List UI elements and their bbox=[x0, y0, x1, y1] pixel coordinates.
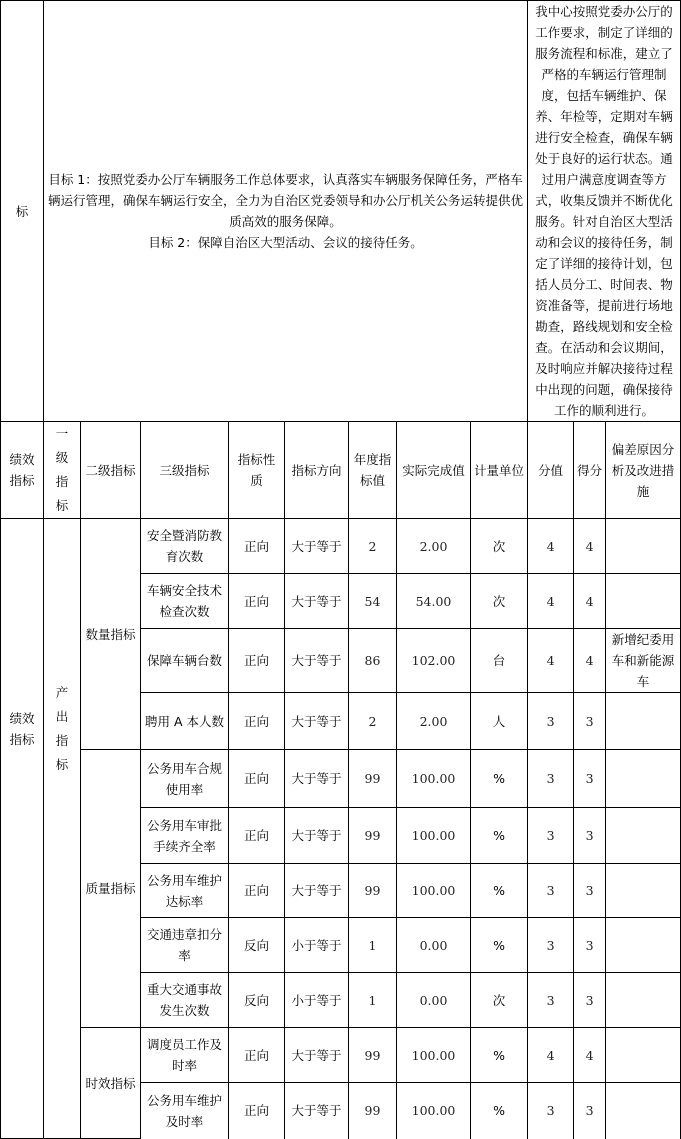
performance-group: 绩效指标 bbox=[1, 519, 44, 1139]
goal-1: 目标 1：按照党委办公厅车辆服务工作总体要求，认真落实车辆服务保障任务，严格车辆运行管理，确保车辆运行安全，全力为自治区党委领导和办公厅机关公务运转提供优质高效的服务保障。 bbox=[48, 172, 524, 229]
header-nature: 指标性质 bbox=[229, 422, 285, 519]
indicator-nature: 正向 bbox=[229, 629, 285, 693]
level2-group-timeliness: 时效指标 bbox=[81, 1028, 141, 1139]
deviation-note bbox=[606, 1083, 681, 1139]
indicator-direction: 小于等于 bbox=[285, 973, 349, 1028]
annual-target: 1 bbox=[349, 973, 397, 1028]
actual-value: 0.00 bbox=[397, 918, 471, 973]
header-row bbox=[1, 422, 681, 519]
indicator-direction: 大于等于 bbox=[285, 808, 349, 864]
table-row bbox=[1, 519, 681, 574]
annual-target: 99 bbox=[349, 750, 397, 808]
indicator-nature: 正向 bbox=[229, 574, 285, 629]
score-value: 3 bbox=[528, 808, 574, 864]
header-actual: 实际完成值 bbox=[397, 422, 471, 519]
actual-value: 0.00 bbox=[397, 973, 471, 1028]
actual-value: 100.00 bbox=[397, 808, 471, 864]
indicator-direction: 大于等于 bbox=[285, 750, 349, 808]
score-value: 3 bbox=[528, 750, 574, 808]
deviation-note bbox=[606, 693, 681, 750]
indicator-nature: 正向 bbox=[229, 693, 285, 750]
completion-description: 我中心按照党委办公厅的工作要求，制定了详细的服务流程和标准，建立了严格的车辆运行管理制度，包括车辆维护、保养、年检等，定期对车辆进行安全检查，确保车辆处于良好的运行状态。通过用户满意度调查等方式，收集反馈并不断优化服务。针对自治区大型活动和会议的接待任务，制定了详细的接待计划，包括人员分工、时间表、物资准备等，提前进行场地勘查，路线规划和安全检查。在活动和会议期间，及时响应并解决接待过程中出现的问题，确保接待工作的顺利进行。 bbox=[528, 1, 681, 422]
actual-value: 2.00 bbox=[397, 519, 471, 574]
header-level2: 二级指标 bbox=[81, 422, 141, 519]
score: 3 bbox=[574, 1083, 606, 1139]
header-level1-text: 一级指标 bbox=[55, 426, 69, 513]
deviation-note bbox=[606, 519, 681, 574]
annual-target: 99 bbox=[349, 808, 397, 864]
deviation-note bbox=[606, 1028, 681, 1083]
score: 4 bbox=[574, 519, 606, 574]
score-value: 4 bbox=[528, 1028, 574, 1083]
indicator-name: 车辆安全技术检查次数 bbox=[141, 574, 229, 629]
score: 4 bbox=[574, 629, 606, 693]
goals-row bbox=[1, 1, 681, 422]
indicator-name: 调度员工作及时率 bbox=[141, 1028, 229, 1083]
indicator-nature: 正向 bbox=[229, 808, 285, 864]
level2-group-quantity: 数量指标 bbox=[81, 519, 141, 750]
actual-value: 100.00 bbox=[397, 750, 471, 808]
measure-unit: % bbox=[471, 750, 528, 808]
annual-target: 1 bbox=[349, 918, 397, 973]
indicator-nature: 正向 bbox=[229, 864, 285, 918]
table-row bbox=[1, 750, 681, 808]
indicator-name: 公务用车维护及时率 bbox=[141, 1083, 229, 1139]
indicator-nature: 正向 bbox=[229, 1028, 285, 1083]
indicator-name: 交通违章扣分率 bbox=[141, 918, 229, 973]
score-value: 4 bbox=[528, 519, 574, 574]
indicator-direction: 大于等于 bbox=[285, 864, 349, 918]
annual-target: 54 bbox=[349, 574, 397, 629]
indicator-nature: 反向 bbox=[229, 918, 285, 973]
score: 3 bbox=[574, 693, 606, 750]
annual-target: 99 bbox=[349, 1028, 397, 1083]
measure-unit: % bbox=[471, 864, 528, 918]
indicator-direction: 小于等于 bbox=[285, 918, 349, 973]
header-direction: 指标方向 bbox=[285, 422, 349, 519]
header-annual: 年度指标值 bbox=[349, 422, 397, 519]
score-value: 4 bbox=[528, 574, 574, 629]
indicator-direction: 大于等于 bbox=[285, 629, 349, 693]
indicator-direction: 大于等于 bbox=[285, 1028, 349, 1083]
measure-unit: % bbox=[471, 918, 528, 973]
indicator-direction: 大于等于 bbox=[285, 574, 349, 629]
annual-target: 99 bbox=[349, 864, 397, 918]
level1-group bbox=[44, 519, 81, 1139]
indicator-name: 公务用车合规使用率 bbox=[141, 750, 229, 808]
indicator-name: 公务用车审批手续齐全率 bbox=[141, 808, 229, 864]
header-level3: 三级指标 bbox=[141, 422, 229, 519]
goal-2: 目标 2：保障自治区大型活动、会议的接待任务。 bbox=[148, 235, 423, 250]
header-score-value: 分值 bbox=[528, 422, 574, 519]
indicator-nature: 正向 bbox=[229, 750, 285, 808]
level2-group-quality: 质量指标 bbox=[81, 750, 141, 1028]
measure-unit: 人 bbox=[471, 693, 528, 750]
actual-value: 102.00 bbox=[397, 629, 471, 693]
score-value: 3 bbox=[528, 693, 574, 750]
header-performance: 绩效指标 bbox=[1, 422, 44, 519]
header-deviation: 偏差原因分析及改进措施 bbox=[606, 422, 681, 519]
deviation-note bbox=[606, 750, 681, 808]
deviation-note bbox=[606, 574, 681, 629]
score-value: 3 bbox=[528, 1083, 574, 1139]
deviation-note bbox=[606, 864, 681, 918]
score: 3 bbox=[574, 864, 606, 918]
measure-unit: 次 bbox=[471, 574, 528, 629]
deviation-note bbox=[606, 973, 681, 1028]
annual-target: 99 bbox=[349, 1083, 397, 1139]
score: 3 bbox=[574, 918, 606, 973]
indicator-name: 保障车辆台数 bbox=[141, 629, 229, 693]
actual-value: 100.00 bbox=[397, 864, 471, 918]
indicator-direction: 大于等于 bbox=[285, 519, 349, 574]
score: 4 bbox=[574, 574, 606, 629]
header-score: 得分 bbox=[574, 422, 606, 519]
actual-value: 54.00 bbox=[397, 574, 471, 629]
annual-target: 2 bbox=[349, 519, 397, 574]
indicator-name: 聘用 A 本人数 bbox=[141, 693, 229, 750]
indicator-nature: 正向 bbox=[229, 519, 285, 574]
actual-value: 100.00 bbox=[397, 1028, 471, 1083]
table-row bbox=[1, 1028, 681, 1083]
score-value: 4 bbox=[528, 629, 574, 693]
measure-unit: 次 bbox=[471, 519, 528, 574]
header-level1 bbox=[44, 422, 81, 519]
indicator-nature: 反向 bbox=[229, 973, 285, 1028]
measure-unit: % bbox=[471, 808, 528, 864]
score: 3 bbox=[574, 750, 606, 808]
indicator-name: 重大交通事故发生次数 bbox=[141, 973, 229, 1028]
score-value: 3 bbox=[528, 864, 574, 918]
measure-unit: 次 bbox=[471, 973, 528, 1028]
indicator-name: 安全暨消防教育次数 bbox=[141, 519, 229, 574]
indicator-direction: 大于等于 bbox=[285, 693, 349, 750]
annual-target: 2 bbox=[349, 693, 397, 750]
annual-target: 86 bbox=[349, 629, 397, 693]
measure-unit: % bbox=[471, 1083, 528, 1139]
measure-unit: % bbox=[471, 1028, 528, 1083]
score: 4 bbox=[574, 1028, 606, 1083]
score: 3 bbox=[574, 973, 606, 1028]
measure-unit: 台 bbox=[471, 629, 528, 693]
actual-value: 2.00 bbox=[397, 693, 471, 750]
deviation-note bbox=[606, 808, 681, 864]
score-value: 3 bbox=[528, 973, 574, 1028]
score: 3 bbox=[574, 808, 606, 864]
indicator-direction: 大于等于 bbox=[285, 1083, 349, 1139]
annual-goals bbox=[44, 1, 528, 422]
deviation-note: 新增纪委用车和新能源车 bbox=[606, 629, 681, 693]
actual-value: 100.00 bbox=[397, 1083, 471, 1139]
level1-group-text: 产出指标 bbox=[55, 684, 69, 772]
header-unit: 计量单位 bbox=[471, 422, 528, 519]
indicator-nature: 正向 bbox=[229, 1083, 285, 1139]
indicator-name: 公务用车维护达标率 bbox=[141, 864, 229, 918]
goal-label: 标 bbox=[1, 1, 44, 422]
score-value: 3 bbox=[528, 918, 574, 973]
deviation-note bbox=[606, 918, 681, 973]
